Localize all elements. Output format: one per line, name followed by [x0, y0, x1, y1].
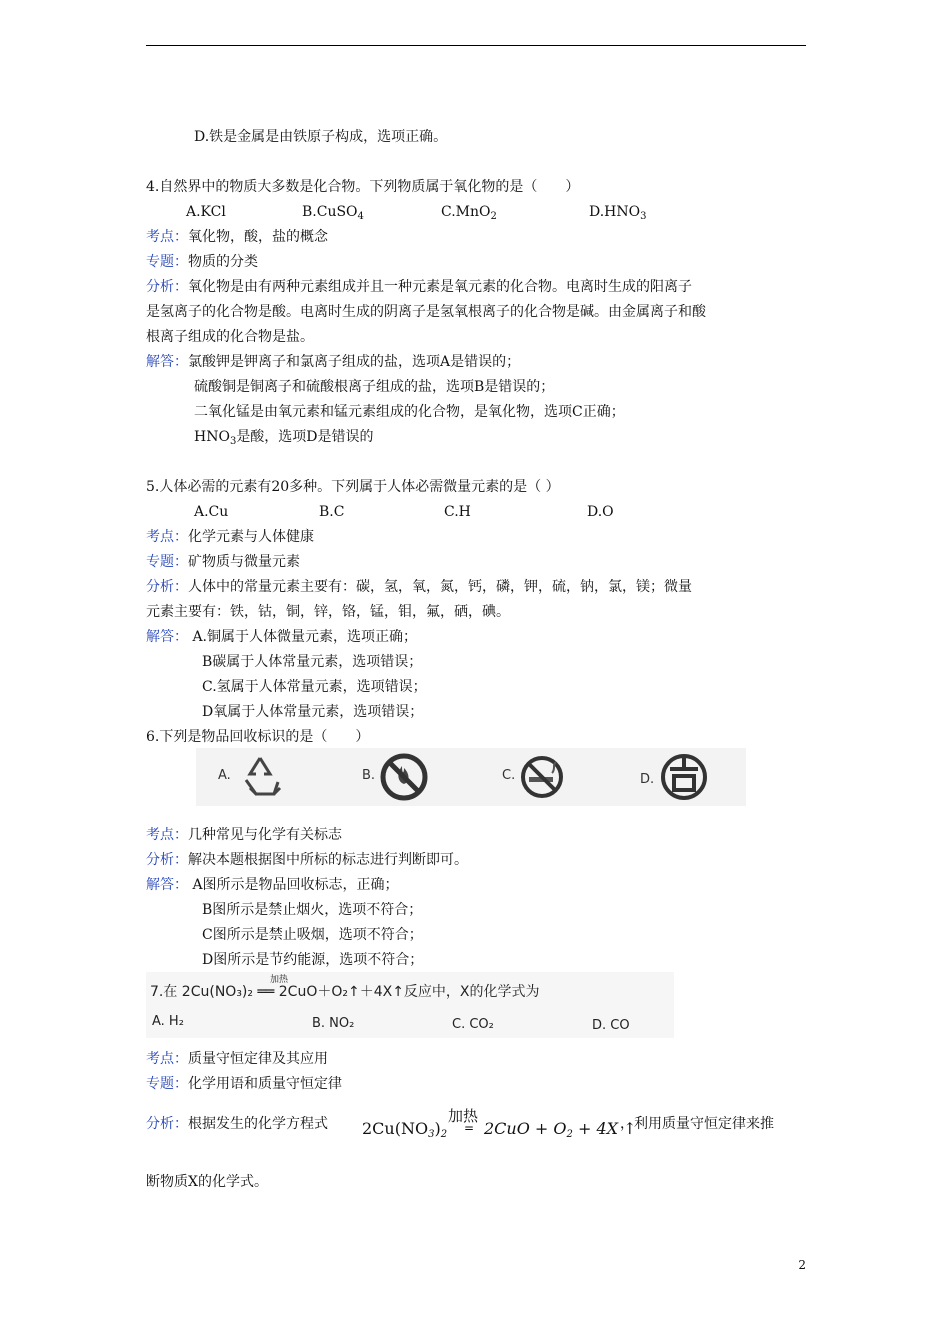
- q7-image-option-c: C. CO₂: [452, 1017, 494, 1032]
- q4-fenxi-2: 是氢离子的化合物是酸。电离时生成的阴离子是氢氧根离子的化合物是碱。由金属离子和酸: [146, 304, 706, 320]
- q5-jieda-4: D氧属于人体常量元素，选项错误；: [202, 704, 424, 720]
- prev-answer-d: D.铁是金属是由铁原子构成，选项正确。: [194, 129, 448, 145]
- q4-zhuanti: 专题：物质的分类: [146, 254, 258, 270]
- header-rule: [146, 45, 806, 46]
- q7-equation-condition: 加热: [448, 1107, 479, 1125]
- q7-question-image: [146, 972, 674, 1038]
- q7-image-option-a: A. H₂: [152, 1014, 184, 1029]
- q7-image-condition: 加热: [270, 975, 289, 985]
- q6-kaodian: 考点：几种常见与化学有关标志: [146, 827, 342, 843]
- q5-option-a: A.Cu: [194, 504, 229, 520]
- q5-jieda-2: B碳属于人体常量元素，选项错误；: [202, 654, 423, 670]
- q5-zhuanti: 专题：矿物质与微量元素: [146, 554, 300, 570]
- q4-jieda-2: 硫酸铜是铜离子和硫酸根离子组成的盐，选项B是错误的；: [194, 379, 555, 395]
- q5-fenxi-1: 分析：人体中的常量元素主要有：碳，氢，氧，氮，钙，磷，钾，硫，钠，氯，镁；微量: [146, 579, 692, 595]
- q6-jieda-3: C图所示是禁止吸烟，选项不符合；: [202, 927, 423, 943]
- q5-option-d: D.O: [587, 504, 614, 520]
- q4-option-d: $D.HNO_3$: [589, 204, 647, 222]
- q5-fenxi-2: 元素主要有：铁，钴，铜，锌，铬，锰，钼，氟，硒，碘。: [146, 604, 510, 620]
- no-fire-icon: [378, 752, 430, 802]
- q4-fenxi-3: 根离子组成的化合物是盐。: [146, 329, 314, 345]
- q4-option-a: A.KCl: [186, 204, 226, 220]
- q6-jieda-4: D图所示是节约能源，选项不符合；: [202, 952, 424, 968]
- q5-jieda-3: C.氢属于人体常量元素，选项错误；: [202, 679, 427, 695]
- q7-image-option-b: B. NO₂: [312, 1016, 355, 1031]
- q5-kaodian: 考点：化学元素与人体健康: [146, 529, 314, 545]
- q7-equation-sign: =: [464, 1121, 475, 1135]
- no-smoking-icon: [518, 753, 566, 801]
- recycle-icon: [236, 752, 284, 800]
- q6-stem: 6.下列是物品回收标识的是（ ）: [146, 729, 370, 745]
- page-number: 2: [798, 1258, 806, 1272]
- q6-option-c-label: C.: [502, 768, 516, 783]
- q7-equation-left: $2Cu(NO_3)_2$: [362, 1119, 448, 1140]
- q6-option-a-label: A.: [218, 768, 231, 783]
- q5-jieda-1: 解答： A.铜属于人体微量元素，选项正确；: [146, 629, 418, 645]
- q4-fenxi-1: 分析：氧化物是由有两种元素组成并且一种元素是氧元素的化合物。电离时生成的阳离子: [146, 279, 692, 295]
- q7-zhuanti: 专题：化学用语和质量守恒定律: [146, 1076, 342, 1092]
- energy-saving-icon: [658, 752, 710, 802]
- q7-fenxi-label: 分析：根据发生的化学方程式: [146, 1116, 328, 1132]
- q4-option-c: C.MnO$_2$: [441, 204, 497, 222]
- q4-kaodian: 考点：氧化物，酸，盐的概念: [146, 229, 328, 245]
- q6-signs-image: [196, 748, 746, 806]
- q6-jieda-2: B图所示是禁止烟火，选项不符合；: [202, 902, 423, 918]
- q6-fenxi: 分析：解决本题根据图中所标的标志进行判断即可。: [146, 852, 468, 868]
- q4-jieda-1: 解答：氯酸钾是钾离子和氯离子组成的盐，选项A是错误的；: [146, 354, 521, 370]
- q4-jieda-4: $HNO_3$是酸，选项D是错误的: [194, 429, 374, 447]
- q5-option-b: B.C: [319, 504, 345, 520]
- q4-jieda-3: 二氧化锰是由氧元素和锰元素组成的化合物，是氧化物，选项C正确；: [194, 404, 625, 420]
- q7-fenxi-end: 断物质X的化学式。: [146, 1174, 268, 1190]
- q7-equation-right: $2CuO + O_2 + 4X$ ↑: [484, 1119, 637, 1140]
- q6-option-b-label: B.: [362, 768, 376, 783]
- q7-fenxi-rest: ，利用质量守恒定律来推: [620, 1116, 774, 1132]
- q5-option-c: C.H: [444, 504, 471, 520]
- q7-image-stem: 7.在 2Cu(NO₃)₂ ══ 2CuO＋O₂↑＋4X↑反应中，X的化学式为: [150, 984, 540, 1000]
- q5-stem: 5.人体必需的元素有20多种。下列属于人体必需微量元素的是（ ）: [146, 479, 560, 495]
- q7-image-option-d: D. CO: [592, 1018, 630, 1033]
- q7-kaodian: 考点：质量守恒定律及其应用: [146, 1051, 328, 1067]
- q6-jieda-1: 解答： A图所示是物品回收标志，正确；: [146, 877, 399, 893]
- q6-option-d-label: D.: [640, 772, 655, 787]
- q4-option-b: B.CuSO$_4$: [302, 204, 364, 222]
- q4-stem: 4.自然界中的物质大多数是化合物。下列物质属于氧化物的是（ ）: [146, 179, 580, 195]
